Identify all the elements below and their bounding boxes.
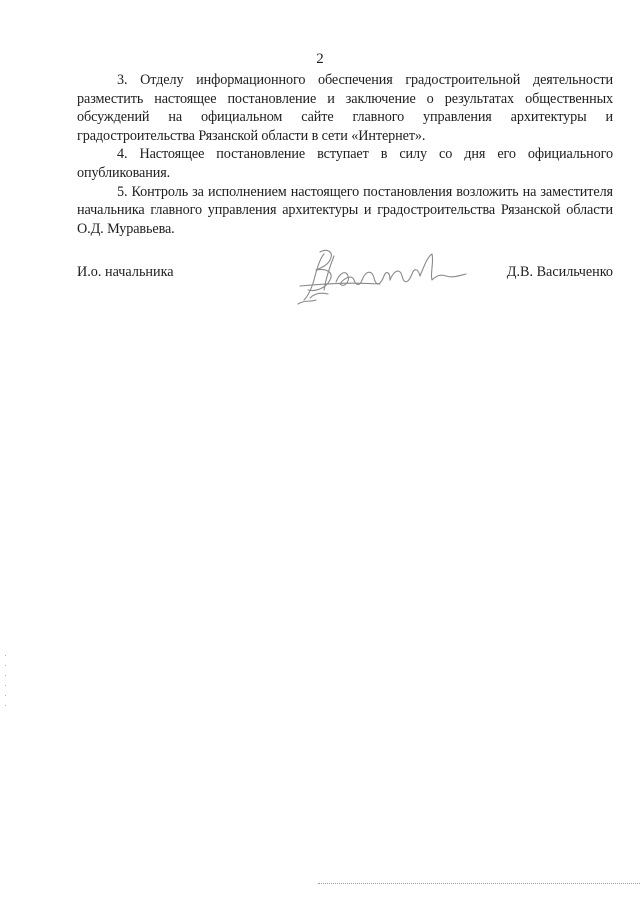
scan-edge-line [318,883,640,884]
signature-stroke [390,270,420,282]
signature-stroke [310,293,328,298]
document-body [77,71,613,238]
paragraph-4-effective-date: 4. Настоящее постановление вступает в силу со дня его официального опубликования. [77,146,613,181]
signer-title: И.о. начальника [77,264,174,280]
signature-stroke [420,254,466,280]
paragraph-5-control: 5. Контроль за исполнением настоящего постановления возложить на заместителя начальника главного управления архитектуры и градостроительства Рязанской области О.Д. Муравьева. [77,183,613,237]
signer-name: Д.В. Васильченко [506,264,613,280]
scan-artifact-dots [5,655,7,715]
signature-stroke [362,272,390,284]
signature-stroke [298,300,316,304]
handwritten-signature-icon [290,244,470,309]
signature-stroke [316,250,331,270]
page-number: 2 [316,51,324,67]
paragraph-3-publication: 3. Отделу информационного обеспечения градостроительной деятельности разместить настоящее постановление и заключение о результатах общественных обсуждений на официальном сайте главного управления архитектуры и градостроительства Рязанской области в сети «Интернет». [77,72,613,144]
